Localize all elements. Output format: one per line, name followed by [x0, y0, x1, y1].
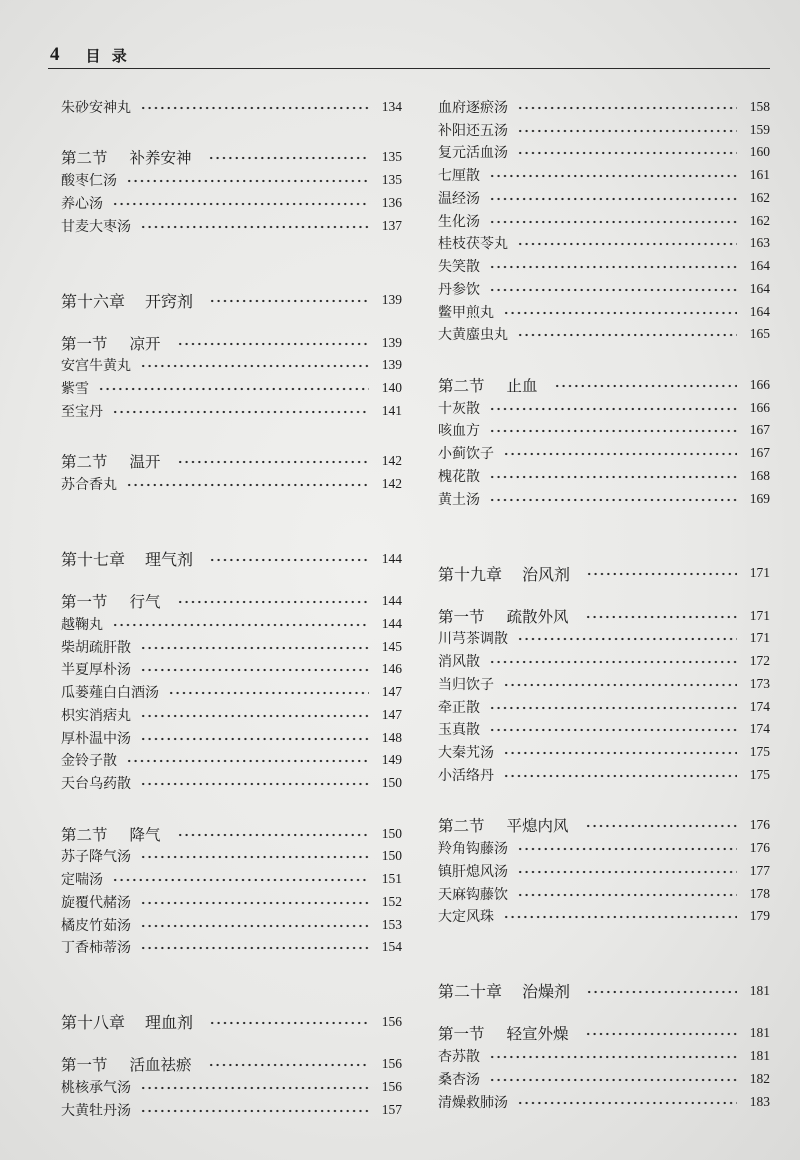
- toc-entry: [438, 764, 770, 787]
- toc-section-heading: [61, 146, 402, 169]
- toc-page-number: 141: [381, 402, 402, 418]
- dot-leader: [98, 387, 369, 391]
- toc-entry-label: 镇肝熄风汤: [438, 863, 508, 880]
- toc-entry-label: 失笑散: [438, 259, 480, 276]
- section-number: 第一节: [61, 1056, 108, 1075]
- toc-page-number: 174: [749, 698, 770, 714]
- toc-entry: [438, 741, 770, 764]
- chapter-number: 第十六章: [61, 291, 126, 311]
- section-number: 第二节: [61, 453, 108, 472]
- toc-page-number: 151: [381, 871, 402, 887]
- toc-page-number: 150: [381, 775, 402, 791]
- toc-page-number: 158: [749, 98, 770, 114]
- toc-entry: [61, 772, 402, 795]
- toc-entry-label: 越鞠丸: [61, 616, 103, 633]
- toc-entry: [438, 1045, 770, 1068]
- toc-entry: [61, 96, 402, 119]
- toc-entry-label: 牵正散: [438, 699, 480, 716]
- toc-page-number: 153: [381, 916, 402, 932]
- toc-page-number: 173: [749, 675, 770, 691]
- toc-entry: [61, 913, 402, 936]
- dot-leader: [126, 759, 369, 763]
- toc-page-number: 152: [381, 893, 402, 909]
- toc-entry-label: 丹参饮: [438, 281, 480, 298]
- toc-entry: [61, 169, 402, 192]
- toc-entry-label: 半夏厚朴汤: [61, 662, 131, 679]
- toc-page-number: 147: [381, 706, 402, 722]
- toc-page-number: 154: [381, 939, 402, 955]
- toc-entry: [438, 882, 770, 905]
- toc-page-number: 178: [749, 885, 770, 901]
- section-number: 第二节: [438, 817, 485, 836]
- dot-leader: [112, 878, 369, 882]
- toc-entry-label: 旋覆代赭汤: [61, 894, 131, 911]
- dot-leader: [503, 915, 737, 919]
- toc-entry: [61, 845, 402, 868]
- toc-entry-label: 羚角钩藤汤: [438, 841, 508, 858]
- chapter-title: 开窍剂: [145, 291, 194, 311]
- toc-entry: [438, 419, 770, 442]
- toc-entry: [438, 695, 770, 718]
- dot-leader: [140, 714, 369, 718]
- toc-entry-label: 安宫牛黄丸: [61, 358, 131, 375]
- toc-entry-label: 当归饮子: [438, 676, 494, 693]
- toc-entry-label: 桑杏汤: [438, 1071, 480, 1088]
- dot-leader: [517, 129, 737, 133]
- toc-page-number: 168: [749, 467, 770, 483]
- toc-page-number: 171: [749, 607, 770, 623]
- toc-page-number: 181: [749, 1048, 770, 1064]
- toc-entry-label: 消风散: [438, 654, 480, 671]
- toc-entry: [438, 487, 770, 510]
- dot-leader: [126, 483, 369, 487]
- toc-entry: [438, 396, 770, 419]
- toc-page-number: 139: [381, 334, 402, 350]
- toc-chapter-heading: [438, 980, 770, 1003]
- toc-section-heading: [438, 814, 770, 837]
- toc-entry: [438, 300, 770, 323]
- toc-chapter-heading: [438, 562, 770, 585]
- toc-page-number: 159: [749, 121, 770, 137]
- toc-page-number: 144: [381, 550, 402, 566]
- dot-leader: [140, 782, 369, 786]
- toc-entry-label: 血府逐瘀汤: [438, 99, 508, 116]
- toc-column-left: [61, 96, 402, 1122]
- dot-leader: [489, 174, 737, 178]
- toc-entry: [438, 164, 770, 187]
- toc-page-number: 162: [749, 212, 770, 228]
- toc-entry: [61, 868, 402, 891]
- toc-page-number: 145: [381, 638, 402, 654]
- dot-leader: [209, 299, 369, 303]
- section-title: 行气: [129, 593, 161, 612]
- toc-entry: [438, 1090, 770, 1113]
- section-title: 凉开: [129, 334, 161, 353]
- toc-section-heading: [438, 374, 770, 397]
- dot-leader: [503, 774, 737, 778]
- toc-entry: [61, 613, 402, 636]
- toc-page-number: 175: [749, 744, 770, 760]
- section-number: 第一节: [61, 334, 108, 353]
- chapter-number: 第十八章: [61, 1013, 126, 1033]
- dot-leader: [489, 706, 737, 710]
- toc-entry-label: 七厘散: [438, 168, 480, 185]
- dot-leader: [517, 637, 737, 641]
- toc-page-number: 174: [749, 721, 770, 737]
- toc-page-number: 176: [749, 817, 770, 833]
- dot-leader: [126, 179, 369, 183]
- dot-leader: [489, 220, 737, 224]
- toc-page-number: 166: [749, 399, 770, 415]
- chapter-number: 第十九章: [438, 564, 503, 584]
- section-title: 平熄内风: [506, 817, 569, 836]
- toc-page-number: 144: [381, 615, 402, 631]
- header-rule: [48, 68, 770, 69]
- toc-entry-label: 天台乌药散: [61, 776, 131, 793]
- toc-page-number: 160: [749, 144, 770, 160]
- dot-leader: [112, 410, 369, 414]
- dot-leader: [489, 498, 737, 502]
- dot-leader: [586, 572, 737, 576]
- toc-section-heading: [61, 822, 402, 845]
- toc-page-number: 140: [381, 380, 402, 396]
- toc-entry: [61, 936, 402, 959]
- toc-entry-label: 厚朴温中汤: [61, 730, 131, 747]
- toc-page-number: 175: [749, 766, 770, 782]
- toc-page-number: 144: [381, 593, 402, 609]
- toc-entry-label: 杏苏散: [438, 1049, 480, 1066]
- dot-leader: [517, 242, 737, 246]
- running-title: 目 录: [85, 46, 130, 65]
- dot-leader: [177, 600, 369, 604]
- dot-leader: [168, 691, 369, 695]
- toc-entry: [438, 118, 770, 141]
- toc-entry: [61, 354, 402, 377]
- toc-entry: [438, 905, 770, 928]
- toc-page-number: 137: [381, 217, 402, 233]
- toc-entry: [61, 635, 402, 658]
- toc-entry: [61, 214, 402, 237]
- dot-leader: [489, 1078, 737, 1082]
- toc-page-number: 147: [381, 684, 402, 700]
- toc-chapter-heading: [61, 547, 402, 570]
- toc-page-number: 164: [749, 280, 770, 296]
- dot-leader: [140, 225, 369, 229]
- toc-page-number: 134: [381, 98, 402, 114]
- dot-leader: [140, 1086, 369, 1090]
- toc-entry-label: 养心汤: [61, 195, 103, 212]
- toc-page-number: 149: [381, 752, 402, 768]
- toc-page-number: 156: [381, 1056, 402, 1072]
- toc-entry-label: 桃核承气汤: [61, 1080, 131, 1097]
- toc-page-number: 148: [381, 729, 402, 745]
- toc-entry-label: 酸枣仁汤: [61, 173, 117, 190]
- dot-leader: [140, 855, 369, 859]
- section-title: 疏散外风: [506, 607, 569, 626]
- chapter-title: 治风剂: [522, 564, 571, 584]
- toc-entry: [61, 377, 402, 400]
- toc-entry-label: 枳实消痞丸: [61, 707, 131, 724]
- toc-page-number: 167: [749, 422, 770, 438]
- toc-page-number: 165: [749, 326, 770, 342]
- toc-page-number: 150: [381, 825, 402, 841]
- toc-entry: [438, 255, 770, 278]
- dot-leader: [489, 265, 737, 269]
- dot-leader: [517, 151, 737, 155]
- dot-leader: [209, 558, 369, 562]
- toc-section-heading: [61, 450, 402, 473]
- toc-entry: [61, 726, 402, 749]
- toc-page-number: 172: [749, 653, 770, 669]
- dot-leader: [140, 737, 369, 741]
- toc-page-number: 161: [749, 167, 770, 183]
- dot-leader: [208, 156, 369, 160]
- toc-entry-label: 清燥救肺汤: [438, 1094, 508, 1111]
- toc-section-heading: [438, 1022, 770, 1045]
- dot-leader: [140, 364, 369, 368]
- dot-leader: [209, 1021, 369, 1025]
- toc-page-number: 139: [381, 292, 402, 308]
- toc-column-right: [438, 96, 770, 1114]
- toc-page-number: 157: [381, 1101, 402, 1117]
- toc-entry-label: 定喘汤: [61, 872, 103, 889]
- dot-leader: [140, 646, 369, 650]
- toc-entry: [61, 473, 402, 496]
- toc-entry: [61, 1076, 402, 1099]
- toc-page-number: 142: [381, 453, 402, 469]
- section-number: 第二节: [61, 825, 108, 844]
- toc-page-number: 135: [381, 172, 402, 188]
- dot-leader: [208, 1063, 369, 1067]
- toc-page-number: 176: [749, 840, 770, 856]
- toc-entry-label: 玉真散: [438, 722, 480, 739]
- running-header: [50, 43, 130, 67]
- dot-leader: [517, 1101, 737, 1105]
- dot-leader: [503, 683, 737, 687]
- toc-entry: [438, 323, 770, 346]
- toc-entry: [438, 673, 770, 696]
- section-title: 轻宣外燥: [506, 1025, 569, 1044]
- toc-entry-label: 金铃子散: [61, 753, 117, 770]
- dot-leader: [140, 106, 369, 110]
- toc-entry: [61, 891, 402, 914]
- section-title: 止血: [506, 376, 538, 395]
- toc-page-number: 146: [381, 661, 402, 677]
- dot-leader: [517, 893, 737, 897]
- toc-page-number: 166: [749, 376, 770, 392]
- toc-entry-label: 桂枝茯苓丸: [438, 236, 508, 253]
- chapter-number: 第十七章: [61, 550, 126, 570]
- dot-leader: [140, 1109, 369, 1113]
- toc-page-number: 181: [749, 982, 770, 998]
- toc-entry: [61, 749, 402, 772]
- toc-entry-label: 苏子降气汤: [61, 849, 131, 866]
- toc-section-heading: [438, 604, 770, 627]
- toc-page-number: 182: [749, 1070, 770, 1086]
- toc-entry-label: 橘皮竹茹汤: [61, 917, 131, 934]
- toc-page-number: 183: [749, 1093, 770, 1109]
- dot-leader: [489, 407, 737, 411]
- toc-page-number: 139: [381, 357, 402, 373]
- page-number: 4: [50, 44, 60, 65]
- toc-entry: [438, 209, 770, 232]
- dot-leader: [489, 660, 737, 664]
- dot-leader: [554, 384, 737, 388]
- toc-section-heading: [61, 331, 402, 354]
- toc-page-number: 136: [381, 194, 402, 210]
- toc-entry-label: 丁香柿蒂汤: [61, 940, 131, 957]
- dot-leader: [517, 870, 737, 874]
- toc-entry-label: 生化汤: [438, 213, 480, 230]
- toc-page-number: 177: [749, 862, 770, 878]
- toc-page-number: 164: [749, 303, 770, 319]
- section-number: 第二节: [438, 376, 485, 395]
- toc-page-number: 150: [381, 848, 402, 864]
- section-title: 活血祛瘀: [129, 1056, 192, 1075]
- toc-entry: [61, 658, 402, 681]
- chapter-title: 理血剂: [145, 1013, 194, 1033]
- toc-entry: [61, 681, 402, 704]
- toc-entry: [438, 442, 770, 465]
- toc-entry-label: 甘麦大枣汤: [61, 218, 131, 235]
- toc-entry-label: 咳血方: [438, 423, 480, 440]
- toc-chapter-heading: [61, 289, 402, 312]
- toc-entry-label: 至宝丹: [61, 403, 103, 420]
- toc-entry-label: 小蓟饮子: [438, 446, 494, 463]
- toc-entry-label: 十灰散: [438, 400, 480, 417]
- toc-entry-label: 瓜蒌薤白白酒汤: [61, 685, 159, 702]
- dot-leader: [517, 106, 737, 110]
- section-title: 降气: [129, 825, 161, 844]
- dot-leader: [489, 197, 737, 201]
- toc-page-number: 179: [749, 908, 770, 924]
- toc-entry-label: 复元活血汤: [438, 145, 508, 162]
- toc-entry-label: 大秦艽汤: [438, 745, 494, 762]
- toc-entry-label: 槐花散: [438, 468, 480, 485]
- dot-leader: [585, 1032, 737, 1036]
- toc-entry: [61, 400, 402, 423]
- dot-leader: [140, 924, 369, 928]
- toc-entry-label: 小活络丹: [438, 767, 494, 784]
- toc-entry: [438, 465, 770, 488]
- dot-leader: [503, 452, 737, 456]
- toc-entry: [438, 278, 770, 301]
- dot-leader: [586, 990, 737, 994]
- dot-leader: [489, 429, 737, 433]
- dot-leader: [489, 728, 737, 732]
- toc-entry-label: 天麻钩藤饮: [438, 886, 508, 903]
- toc-entry-label: 大定风珠: [438, 909, 494, 926]
- toc-page-number: 171: [749, 630, 770, 646]
- dot-leader: [140, 946, 369, 950]
- toc-entry: [438, 96, 770, 119]
- chapter-number: 第二十章: [438, 982, 503, 1002]
- toc-entry-label: 鳖甲煎丸: [438, 304, 494, 321]
- toc-entry-label: 补阳还五汤: [438, 122, 508, 139]
- toc-page-number: 169: [749, 490, 770, 506]
- dot-leader: [489, 1055, 737, 1059]
- dot-leader: [517, 333, 737, 337]
- toc-entry-label: 朱砂安神丸: [61, 99, 131, 116]
- toc-page-number: 156: [381, 1079, 402, 1095]
- dot-leader: [177, 342, 369, 346]
- dot-leader: [112, 623, 369, 627]
- toc-entry-label: 川芎茶调散: [438, 631, 508, 648]
- dot-leader: [177, 833, 369, 837]
- toc-entry: [438, 232, 770, 255]
- toc-page-number: 167: [749, 445, 770, 461]
- toc-entry: [438, 860, 770, 883]
- toc-page-number: 156: [381, 1013, 402, 1029]
- toc-section-heading: [61, 590, 402, 613]
- toc-entry: [438, 627, 770, 650]
- section-title: 温开: [129, 453, 161, 472]
- dot-leader: [585, 615, 737, 619]
- section-number: 第一节: [438, 1025, 485, 1044]
- toc-entry: [438, 1068, 770, 1091]
- toc-entry-label: 紫雪: [61, 381, 89, 398]
- dot-leader: [112, 202, 369, 206]
- toc-entry: [438, 187, 770, 210]
- section-number: 第一节: [438, 607, 485, 626]
- toc-page-number: 162: [749, 189, 770, 205]
- dot-leader: [177, 460, 369, 464]
- toc-entry: [438, 650, 770, 673]
- toc-entry-label: 黄土汤: [438, 491, 480, 508]
- toc-entry: [61, 192, 402, 215]
- toc-entry: [438, 141, 770, 164]
- toc-entry: [438, 837, 770, 860]
- chapter-title: 治燥剂: [522, 982, 571, 1002]
- toc-entry: [438, 718, 770, 741]
- toc-entry-label: 大黄䗪虫丸: [438, 327, 508, 344]
- dot-leader: [585, 824, 737, 828]
- section-title: 补养安神: [129, 149, 192, 168]
- dot-leader: [140, 901, 369, 905]
- section-number: 第二节: [61, 149, 108, 168]
- toc-section-heading: [61, 1053, 402, 1076]
- toc-page-number: 163: [749, 235, 770, 251]
- toc-page-number: 164: [749, 258, 770, 274]
- toc-page-number: 142: [381, 476, 402, 492]
- toc-entry: [61, 1099, 402, 1122]
- dot-leader: [489, 288, 737, 292]
- dot-leader: [503, 751, 737, 755]
- toc-chapter-heading: [61, 1011, 402, 1034]
- dot-leader: [517, 847, 737, 851]
- section-number: 第一节: [61, 593, 108, 612]
- dot-leader: [140, 668, 369, 672]
- dot-leader: [503, 311, 737, 315]
- toc-entry-label: 温经汤: [438, 190, 480, 207]
- toc-entry-label: 大黄牡丹汤: [61, 1102, 131, 1119]
- toc-page-number: 135: [381, 149, 402, 165]
- toc-page-number: 171: [749, 565, 770, 581]
- toc-entry-label: 苏合香丸: [61, 477, 117, 494]
- toc-page-number: 181: [749, 1025, 770, 1041]
- chapter-title: 理气剂: [145, 550, 194, 570]
- dot-leader: [489, 475, 737, 479]
- toc-entry-label: 柴胡疏肝散: [61, 639, 131, 656]
- toc-entry: [61, 704, 402, 727]
